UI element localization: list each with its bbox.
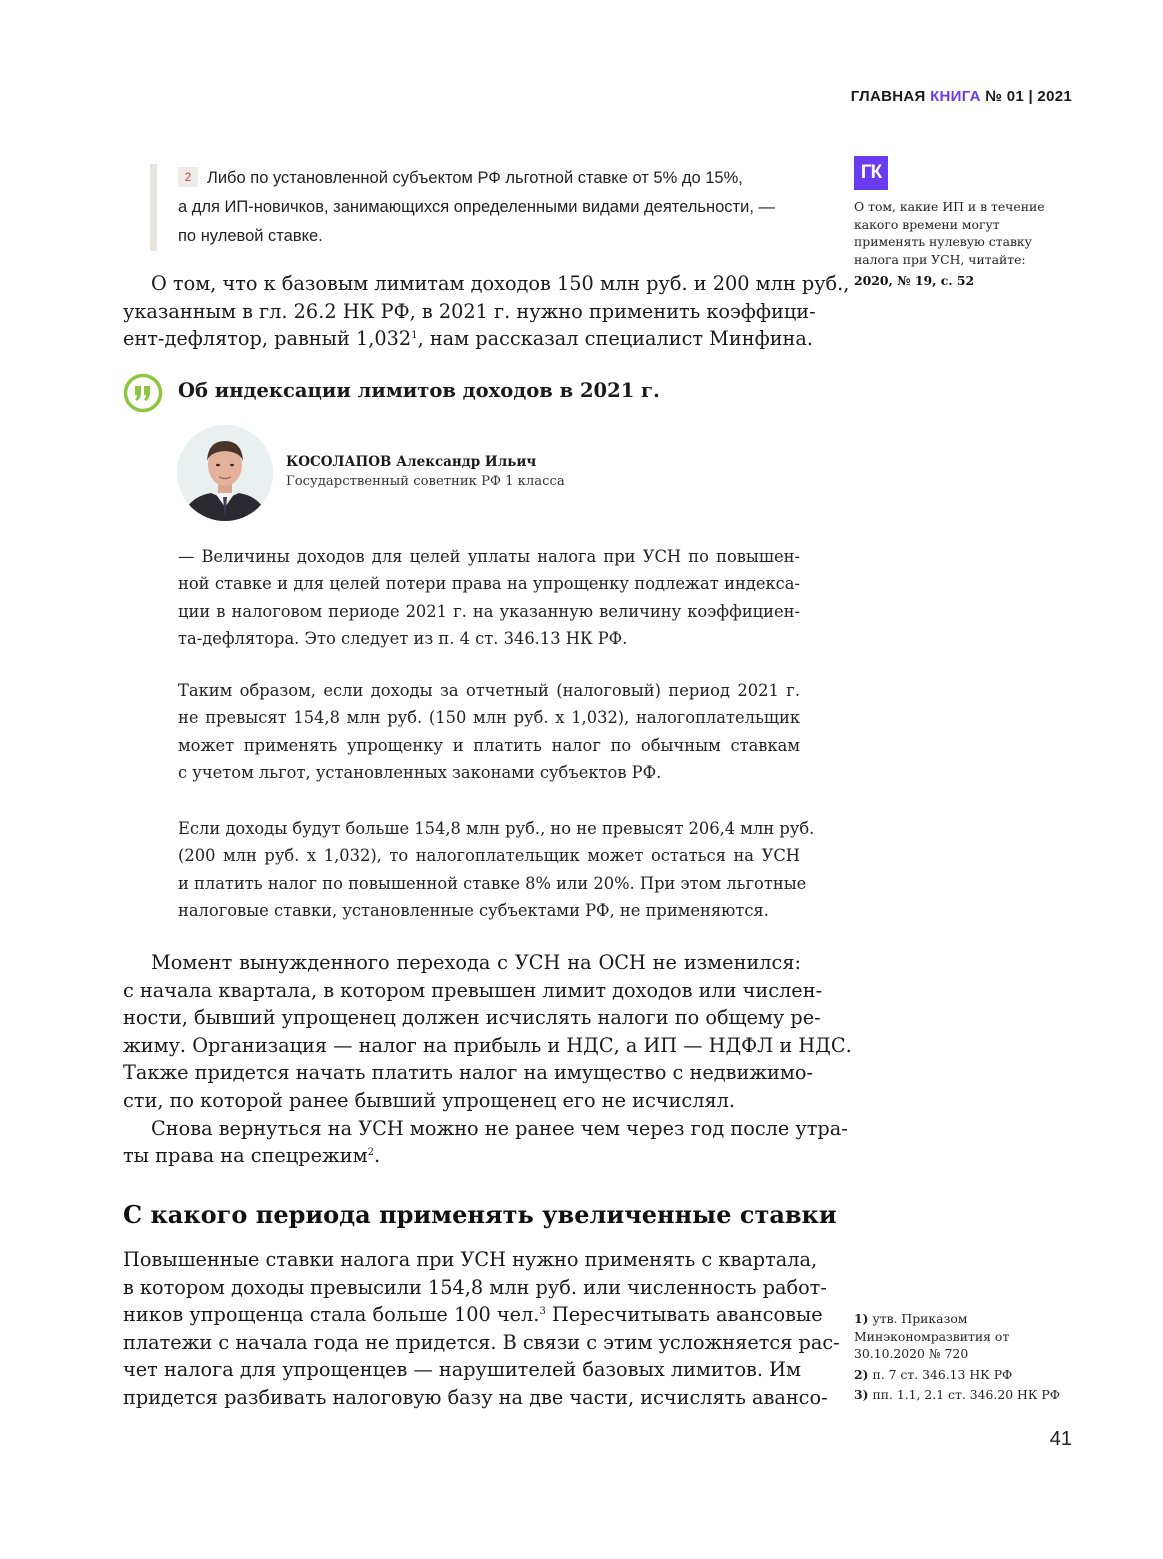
- expert-avatar: [177, 425, 273, 521]
- brand-main: ГЛАВНАЯ: [850, 88, 926, 105]
- footnote-ref[interactable]: 3: [539, 1306, 546, 1318]
- gk-logo-icon: ГК: [854, 156, 888, 190]
- text-line: ент-дефлятор, равный 1,032$^1$, нам рассказал специалист Минфина.: [123, 327, 814, 351]
- body-paragraph-3: Повышенные ставки налога при УСН нужно применять с квартала, в котором доходы превысили 154,8 млн руб. или численность работ- ников упрощенца стала больше 100 чел.$^3$ Пересчитывать авансовые платежи с начала года не придется. В связи с этим усложняется рас- чет налога для упрощенцев — нарушителей базовых лимитов. Им придется разбивать налоговую базу на две части, исчислять авансо-: [123, 1248, 840, 1409]
- quote-icon: [123, 373, 163, 413]
- page-number: 41: [1049, 1428, 1072, 1450]
- brand-accent: КНИГА: [930, 88, 981, 105]
- expert-name: КОСОЛАПОВ Александр Ильич: [286, 454, 537, 470]
- quote-paragraph-1: — Величины доходов для целей уплаты налога при УСН по повышен- ной ставке и для целей потери права на упрощенку подлежат индекса- ции в налоговом периоде 2021 г. на указанную величину коэффициен- та-дефлятора. Это следует из п. 4 ст. 346.13 НК РФ.: [178, 547, 800, 648]
- text-line: О том, что к базовым лимитам доходов 150 млн руб. и 200 млн руб.,: [151, 272, 850, 295]
- expert-role: Государственный советник РФ 1 класса: [286, 474, 565, 489]
- intro-paragraph: [123, 270, 850, 353]
- footnote-item: 1) утв. Приказом Минэкономразвития от 30.10.2020 № 720: [854, 1311, 1010, 1361]
- note-number: 2: [178, 167, 198, 187]
- quote-paragraph-3: Если доходы будут больше 154,8 млн руб., но не превысят 206,4 млн руб. (200 млн руб. х 1,032), то налогоплательщик может остаться на УСН и платить налог по повышенной ставке 8% или 20%. При этом льготные налоговые ставки, установленные субъектами РФ, не применяются.: [178, 819, 815, 920]
- body-paragraph-2: Момент вынужденного перехода с УСН на ОСН не изменился: с начала квартала, в котором превышен лимит доходов или числен- ности, бывший упрощенец должен исчислять налоги по общему ре- жиму. Организация — налог на прибыль и НДС, а ИП — НДФЛ и НДС. Также придется начать платить налог на имущество с недвижимо- сти, по которой ранее бывший упрощенец его не исчислял. Снова вернуться на УСН можно не ранее чем через год после утра- ты права на спецрежим$^2$.: [123, 951, 852, 1168]
- footnote-ref[interactable]: 2: [367, 1147, 374, 1159]
- footnote-ref[interactable]: 1: [411, 330, 418, 342]
- note-line: 2 Либо по установленной субъектом РФ льготной ставке от 5% до 15%,: [178, 164, 818, 193]
- footnote-item: 3) пп. 1.1, 2.1 ст. 346.20 НК РФ: [854, 1387, 1060, 1402]
- note-line: а для ИП-новичков, занимающихся определенными видами деятельности, —: [178, 198, 775, 216]
- footnotes: [854, 1310, 1074, 1407]
- sidebar-text: О том, какие ИП и в течение какого времени могут применять нулевую ставку налога при УСН, читайте:: [854, 199, 1045, 267]
- section-heading: С какого периода применять увеличенные ставки: [123, 1200, 837, 1229]
- quote-title: Об индексации лимитов доходов в 2021 г.: [178, 379, 660, 402]
- note-line: по нулевой ставке.: [178, 227, 323, 245]
- footnote-item: 2) п. 7 ст. 346.13 НК РФ: [854, 1366, 1013, 1382]
- text-line: указанным в гл. 26.2 НК РФ, в 2021 г. нужно применить коэффици-: [123, 299, 816, 323]
- quote-paragraph-2: Таким образом, если доходы за отчетный (налоговый) период 2021 г. не превысят 154,8 млн руб. (150 млн руб. х 1,032), налогоплательщик может применять упрощенку и платить налог по обычным ставкам с учетом льгот, установленных законами субъектов РФ.: [178, 681, 800, 782]
- note-block: [150, 164, 818, 251]
- sidebar-reference[interactable]: 2020, № 19, с. 52: [854, 273, 975, 288]
- issue-number: № 01 | 2021: [985, 88, 1072, 105]
- running-header: [780, 88, 1072, 105]
